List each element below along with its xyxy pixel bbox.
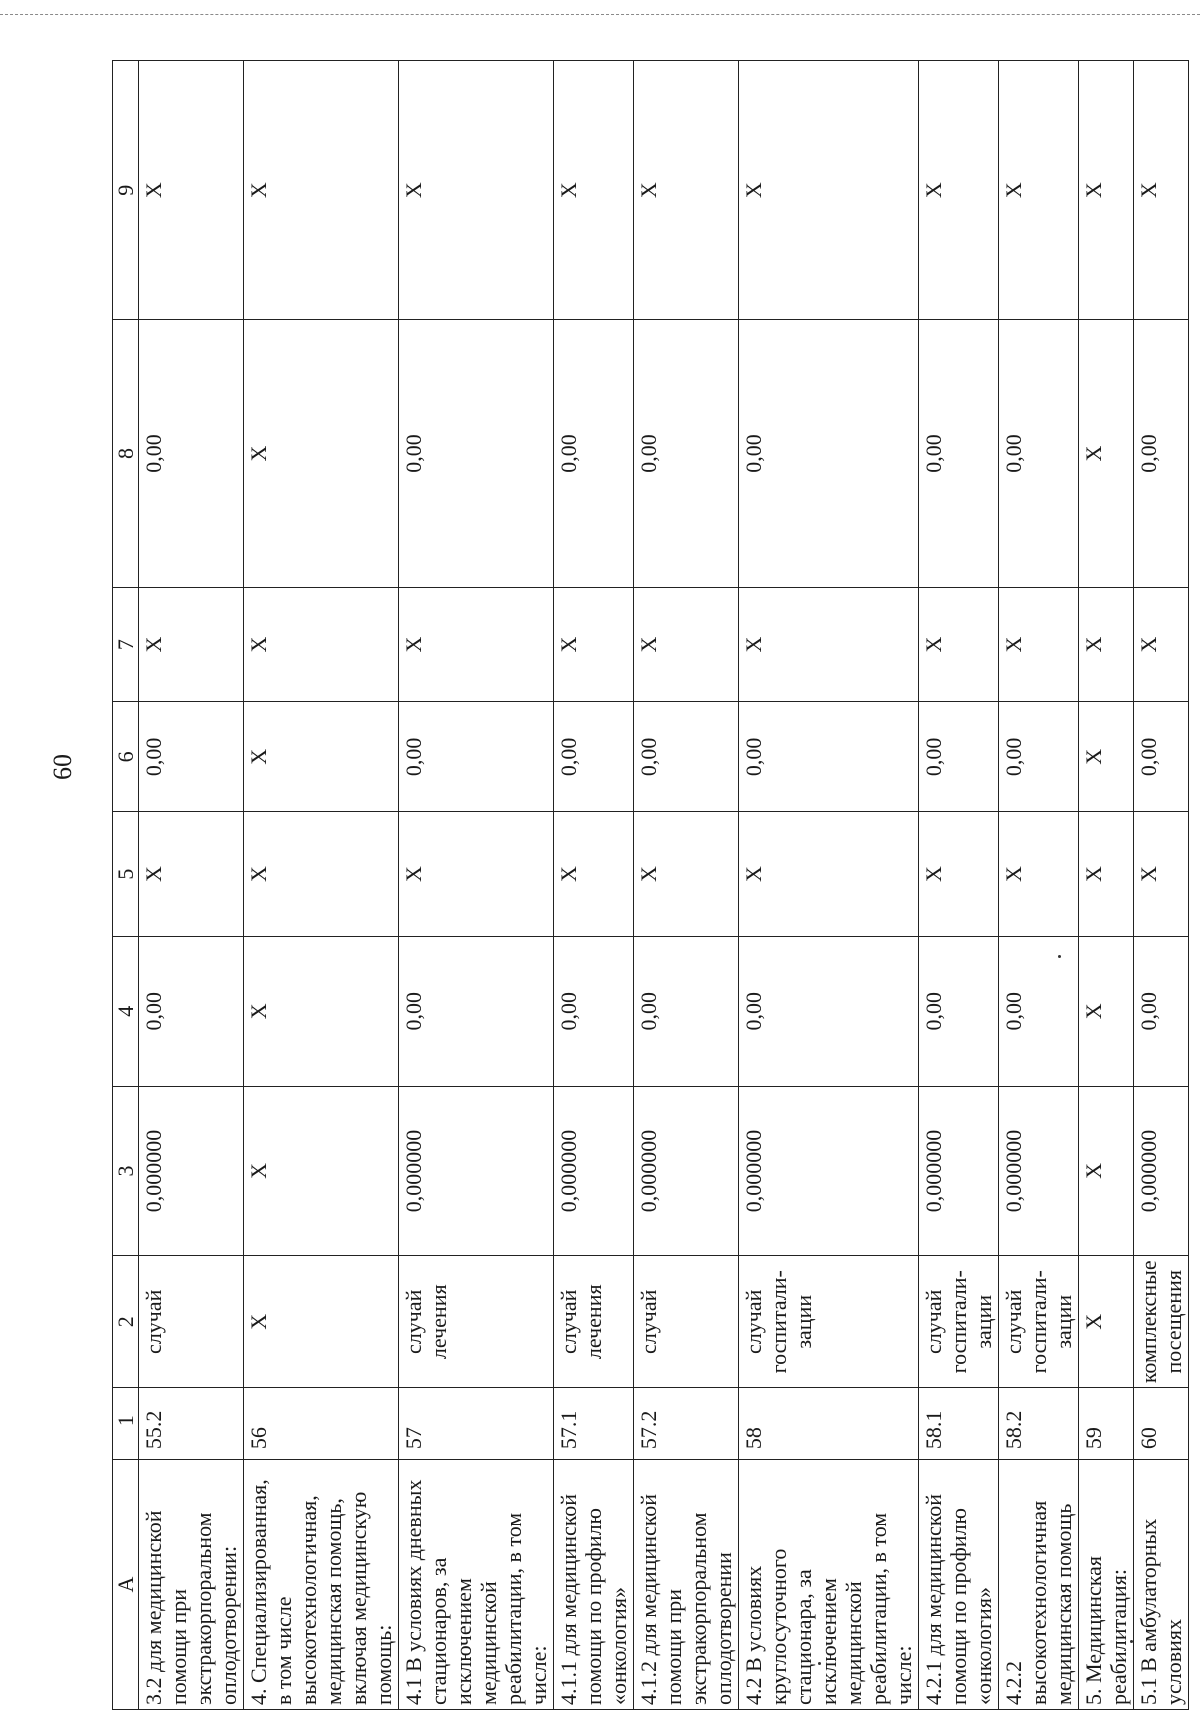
table-cell: 58.2 — [999, 1388, 1079, 1460]
row-label-cell: 3.2 для медицинской помощи при экстракорпоральном оплодотворении: — [139, 1460, 244, 1710]
table-cell: 0,00 — [999, 320, 1079, 587]
header-cell: 1 — [113, 1388, 139, 1460]
table-row — [1079, 61, 1134, 1710]
table-cell: 0,000000 — [919, 1086, 999, 1256]
table-cell: X — [1134, 61, 1189, 320]
table-row — [244, 61, 399, 1710]
table-cell: X — [554, 587, 634, 702]
table-cell: 0,00 — [1134, 936, 1189, 1086]
table-cell: X — [739, 61, 919, 320]
table-cell: X — [554, 812, 634, 937]
table-cell: случай лечения — [554, 1256, 634, 1388]
header-cell: 3 — [113, 1086, 139, 1256]
header-cell: 9 — [113, 61, 139, 320]
table-cell: 0,00 — [739, 936, 919, 1086]
table-cell: 57 — [399, 1388, 554, 1460]
table-cell: 57.2 — [634, 1388, 739, 1460]
table-cell: X — [399, 587, 554, 702]
table-cell: X — [919, 61, 999, 320]
table-cell: X — [244, 936, 399, 1086]
table-cell: 0,000000 — [139, 1086, 244, 1256]
table-cell: случай лечения — [399, 1256, 554, 1388]
rotated-table-wrapper — [112, 60, 1186, 1710]
table-cell: X — [244, 702, 399, 812]
table-cell: X — [244, 587, 399, 702]
table-cell: 0,00 — [139, 320, 244, 587]
table-cell: случай — [634, 1256, 739, 1388]
table-cell: 0,00 — [999, 702, 1079, 812]
header-cell: 4 — [113, 936, 139, 1086]
table-cell: 0,00 — [919, 936, 999, 1086]
header-cell: 8 — [113, 320, 139, 587]
table-cell: X — [919, 587, 999, 702]
row-label-cell: 4.2.2 высокотехнологичная медицинская помощь — [999, 1460, 1079, 1710]
table-cell: 0,00 — [139, 936, 244, 1086]
table-row — [139, 61, 244, 1710]
table-cell: 0,000000 — [554, 1086, 634, 1256]
row-label-cell: 4. Специализированная, в том числе высокотехнологичная, медицинская помощь, включая медицинскую помощь: — [244, 1460, 399, 1710]
table-cell: X — [634, 61, 739, 320]
table-cell: случай — [139, 1256, 244, 1388]
table-cell: 57.1 — [554, 1388, 634, 1460]
row-label-cell: 4.1 В условиях дневных стационаров, за исключением медицинской реабилитации, в том числе: — [399, 1460, 554, 1710]
table-cell: X — [634, 587, 739, 702]
table-cell: 0,000000 — [1134, 1086, 1189, 1256]
table-cell: X — [1079, 320, 1134, 587]
table-cell: случай госпитали-зации — [919, 1256, 999, 1388]
table-cell: 58.1 — [919, 1388, 999, 1460]
row-label-cell: 4.2.1 для медицинской помощи по профилю «онкология» — [919, 1460, 999, 1710]
header-cell: 5 — [113, 812, 139, 937]
table-cell: 0,000000 — [399, 1086, 554, 1256]
table-row — [634, 61, 739, 1710]
table-cell: X — [739, 587, 919, 702]
table-row — [1134, 61, 1189, 1710]
table-cell: 58 — [739, 1388, 919, 1460]
table-body — [139, 61, 1189, 1710]
table-row — [999, 61, 1079, 1710]
table-row — [919, 61, 999, 1710]
table-cell: X — [1079, 61, 1134, 320]
header-cell: А — [113, 1460, 139, 1710]
table-cell: 0,00 — [999, 936, 1079, 1086]
header-cell: 2 — [113, 1256, 139, 1388]
table-cell: X — [244, 61, 399, 320]
table-cell: 60 — [1134, 1388, 1189, 1460]
table-cell: 0,00 — [739, 702, 919, 812]
table-cell: 0,00 — [739, 320, 919, 587]
table-cell: 0,00 — [919, 320, 999, 587]
table-row — [739, 61, 919, 1710]
table-cell: X — [634, 812, 739, 937]
page-number: 60 — [48, 754, 77, 780]
table-cell: 0,00 — [919, 702, 999, 812]
table-cell: комплексные посещения — [1134, 1256, 1189, 1388]
table-cell: X — [919, 812, 999, 937]
table-cell: 0,00 — [554, 320, 634, 587]
table-cell: X — [1079, 936, 1134, 1086]
table-cell: X — [244, 320, 399, 587]
table-cell: X — [999, 587, 1079, 702]
table-cell: X — [999, 812, 1079, 937]
table-cell: случай госпитали-зации — [739, 1256, 919, 1388]
table-cell: 56 — [244, 1388, 399, 1460]
table-cell: X — [1079, 702, 1134, 812]
row-label-cell: 4.1.1 для медицинской помощи по профилю «онкология» — [554, 1460, 634, 1710]
table-cell: 55.2 — [139, 1388, 244, 1460]
scan-edge-line — [0, 14, 1200, 15]
table-cell: 0,00 — [1134, 702, 1189, 812]
table-cell: X — [1079, 1086, 1134, 1256]
header-cell: 6 — [113, 702, 139, 812]
table-cell: X — [1079, 587, 1134, 702]
table-row — [554, 61, 634, 1710]
header-cell: 7 — [113, 587, 139, 702]
table-cell: случай госпитали-зации — [999, 1256, 1079, 1388]
table-cell: X — [399, 61, 554, 320]
table-cell: 0,00 — [399, 936, 554, 1086]
table-cell: X — [1134, 812, 1189, 937]
table-cell: X — [399, 812, 554, 937]
table-cell: 0,00 — [554, 702, 634, 812]
row-label-cell: 4.2 В условиях круглосуточного стационара, за исключением медицинской реабилитации, в том числе: — [739, 1460, 919, 1710]
row-label-cell: 5. Медицинская реабилитация: — [1079, 1460, 1134, 1710]
table-cell: X — [1134, 587, 1189, 702]
table-cell: 0,000000 — [634, 1086, 739, 1256]
table-cell: X — [554, 61, 634, 320]
table-cell: X — [1079, 812, 1134, 937]
table-cell: X — [999, 61, 1079, 320]
table-cell: 0,00 — [554, 936, 634, 1086]
table-cell: 0,00 — [1134, 320, 1189, 587]
table-cell: 0,000000 — [999, 1086, 1079, 1256]
data-table — [112, 60, 1189, 1710]
table-cell: X — [139, 812, 244, 937]
table-cell: X — [739, 812, 919, 937]
row-label-cell: 4.1.2 для медицинской помощи при экстракорпоральном оплодотворении — [634, 1460, 739, 1710]
table-cell: X — [244, 1256, 399, 1388]
table-cell: 0,000000 — [739, 1086, 919, 1256]
table-cell: 0,00 — [634, 702, 739, 812]
table-cell: 0,00 — [634, 936, 739, 1086]
table-cell: 0,00 — [399, 320, 554, 587]
table-cell: 59 — [1079, 1388, 1134, 1460]
table-row — [399, 61, 554, 1710]
table-cell: X — [139, 587, 244, 702]
table-cell: X — [139, 61, 244, 320]
table-cell: 0,00 — [139, 702, 244, 812]
table-cell: 0,00 — [399, 702, 554, 812]
table-cell: 0,00 — [634, 320, 739, 587]
table-cell: X — [244, 812, 399, 937]
table-cell: X — [1079, 1256, 1134, 1388]
header-row — [113, 61, 139, 1710]
table-cell: X — [244, 1086, 399, 1256]
row-label-cell: 5.1 В амбулаторных условиях — [1134, 1460, 1189, 1710]
